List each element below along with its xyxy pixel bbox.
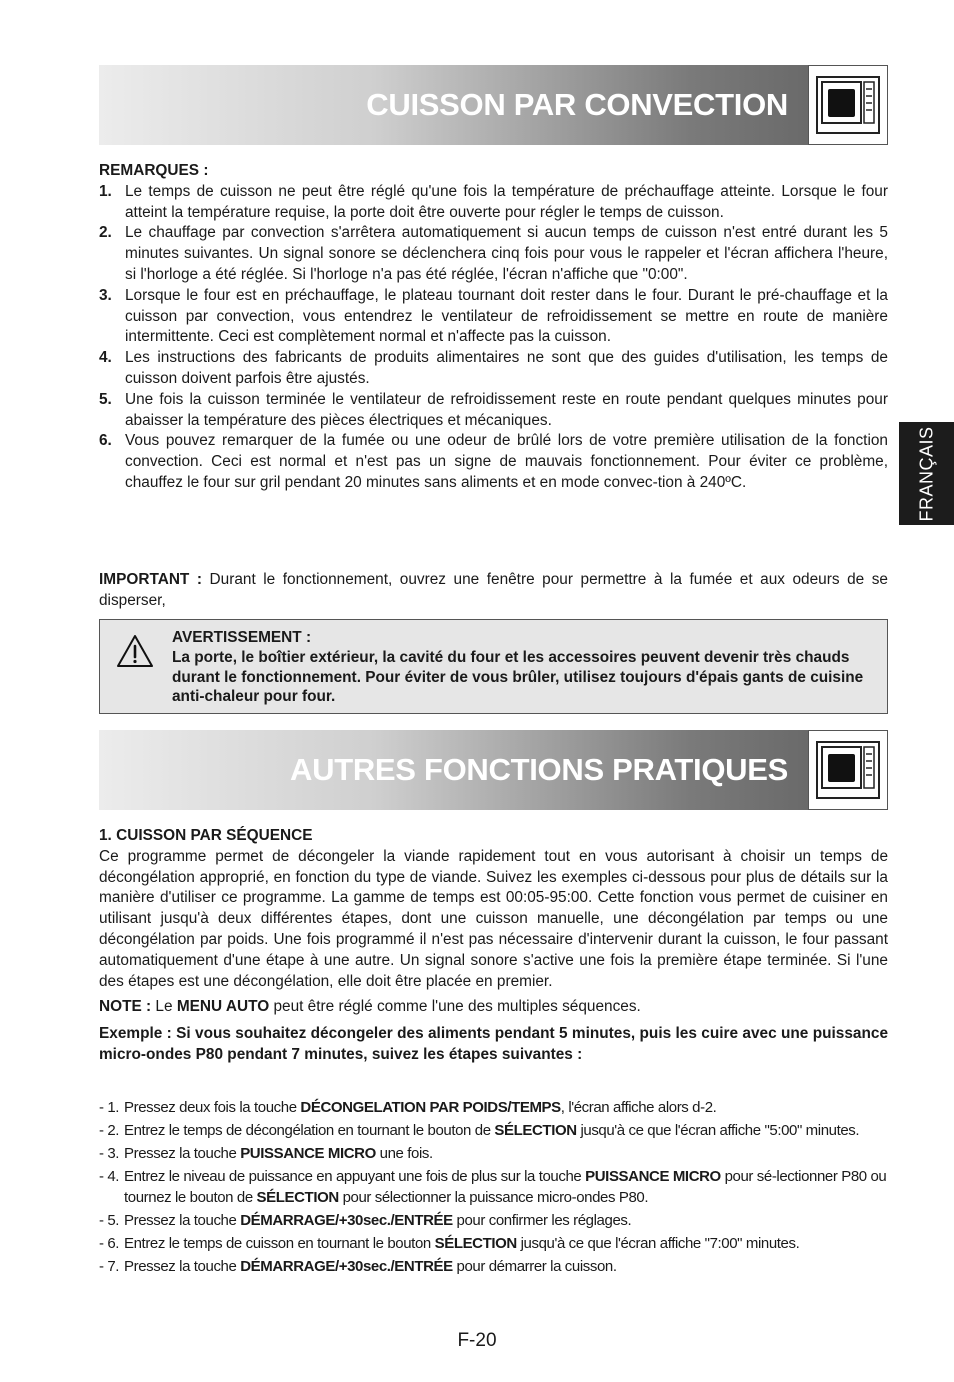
warning-text-block (172, 628, 872, 707)
item-text: Une fois la cuisson terminée le ventilateur de refroidissement reste en route pendant quelques minutes pour abaisser la température des pièces électriques et mécaniques. (125, 390, 888, 429)
list-item (99, 1120, 888, 1141)
step-text: Entrez le niveau de puissance en appuyant une fois de plus sur la touche (124, 1168, 586, 1185)
page-number: F-20 (457, 1330, 497, 1351)
note-text: Le (151, 998, 177, 1016)
step-text: une fois. (375, 1145, 433, 1162)
item-number: 3. (99, 286, 112, 304)
step-text: Pressez deux fois la touche (124, 1099, 301, 1116)
sequence-section (99, 826, 888, 1066)
step-text: Pressez la touche (124, 1258, 241, 1275)
list-item (99, 1097, 888, 1118)
step-text: pour confirmer les réglages. (452, 1212, 632, 1229)
section-title-other: AUTRES FONCTIONS PRATIQUES (290, 752, 788, 787)
note-text: peut être réglé comme l'une des multiples séquences. (269, 998, 641, 1016)
warning-triangle-icon (116, 634, 154, 673)
microwave-icon (808, 730, 888, 810)
item-text: Les instructions des fabricants de produits alimentaires ne sont que des guides d'utilisation, les temps de cuisson doivent parfois être ajustés. (125, 349, 888, 387)
step-text: Pressez la touche (124, 1212, 241, 1229)
example-heading: Exemple : Si vous souhaitez décongeler des aliments pendant 5 minutes, puis les cuire avec une puissance micro-ondes P80 pendant 7 minutes, suivez les étapes suivantes : (99, 1025, 888, 1063)
step-number: - 5. (99, 1212, 120, 1229)
remarks-heading: REMARQUES : (99, 162, 209, 179)
section-banner-other (99, 730, 888, 810)
step-text: pour démarrer la cuisson. (452, 1258, 617, 1275)
note-label: NOTE : (99, 998, 152, 1016)
step-key: PUISSANCE MICRO (240, 1145, 376, 1162)
item-number: 5. (99, 390, 112, 408)
language-tab-label: FRANÇAIS (916, 425, 936, 522)
warning-box (99, 619, 888, 714)
important-label: IMPORTANT : (99, 571, 202, 588)
step-text: , l'écran affiche alors d-2. (560, 1099, 717, 1116)
warning-text: La porte, le boîtier extérieur, la cavité du four et les accessoires peuvent devenir très chauds durant le fonctionnement. Pour éviter de vous brûler, utilisez toujours d'épais gants de cuisine anti-chaleur pour four. (172, 648, 864, 706)
step-key: DÉMARRAGE/+30sec./ENTRÉE (240, 1258, 453, 1275)
list-item (99, 286, 888, 348)
item-number: 6. (99, 432, 112, 450)
step-text: Entrez le temps de décongélation en tournant le bouton de (124, 1122, 495, 1139)
list-item (99, 1256, 888, 1277)
item-number: 2. (99, 224, 112, 242)
sequence-body: Ce programme permet de décongeler la viande rapidement tout en vous autorisant à choisir un temps de décongélation approprié, en fonction du type de viande. Suivez les exemples ci-dessous pour plus de détails sur la manière d'utiliser ce programme. La gamme de temps est 00:05-95:00. Cette fonction vous permet de cuisiner en utilisant jusqu'à deux différentes étapes, dont une cuisson manuelle, une décongélation par temps ou une décongélation par poids. Une fois programmé il n'est pas nécessaire d'intervenir durant la cuisson, le four passant automatiquement d'une étape à une autre. Un signal sonore s'active une fois la première étape terminée. Si l'une des étapes est une décongélation, elle doit être placée en premier. (99, 847, 888, 990)
item-number: 4. (99, 349, 112, 367)
item-text: Le temps de cuisson ne peut être réglé qu'une fois la température de préchauffage atteinte. Lorsque le four atteint la température requise, la porte doit être ouverte pour régler le temps de cuisson. (125, 182, 888, 221)
microwave-icon (808, 65, 888, 145)
step-text: Entrez le temps de cuisson en tournant le bouton (124, 1235, 435, 1252)
important-text: Durant le fonctionnement, ouvrez une fenêtre pour permettre à la fumée et aux odeurs de se disperser, (99, 571, 888, 609)
important-note (99, 570, 888, 612)
step-text: jusqu'à ce que l'écran affiche "7:00" minutes. (516, 1235, 800, 1252)
step-key: SÉLECTION (434, 1235, 517, 1252)
step-number: - 7. (99, 1258, 120, 1275)
list-item (99, 431, 888, 493)
item-text: Le chauffage par convection s'arrêtera automatiquement si aucun temps de cuisson n'est entré durant les 5 minutes suivantes. Un signal sonore se déclenchera cinq fois pour vous le rappeler et l'écran affichera l'heure, si l'horloge a été réglée. Si l'horloge n'a pas été réglée, l'écran n'affiche que "0:00". (125, 224, 888, 283)
sequence-heading: 1. CUISSON PAR SÉQUENCE (99, 827, 313, 844)
list-item (99, 182, 888, 224)
step-key: SÉLECTION (494, 1122, 577, 1139)
step-key: DÉCONGELATION PAR POIDS/TEMPS (300, 1099, 561, 1116)
section-title-convection: CUISSON PAR CONVECTION (366, 87, 788, 122)
step-key: SÉLECTION (256, 1189, 339, 1206)
language-tab (899, 422, 954, 525)
step-key: PUISSANCE MICRO (585, 1168, 721, 1185)
step-text: jusqu'à ce que l'écran affiche "5:00" minutes. (576, 1122, 860, 1139)
list-item (99, 1210, 888, 1231)
item-text: Lorsque le four est en préchauffage, le plateau tournant doit rester dans le four. Durant le pré-chauffage et la cuisson par convection, vous entendrez le ventilateur de refroidissement se mettre en route de manière intermittente. Ceci est complètement normal et n'affecte pas la cuisson. (125, 286, 888, 346)
steps-list (99, 1097, 888, 1279)
step-number: - 4. (99, 1168, 120, 1185)
step-number: - 2. (99, 1122, 120, 1139)
list-item (99, 390, 888, 432)
note-bold: MENU AUTO (176, 998, 270, 1016)
list-item (99, 223, 888, 285)
list-item (99, 1166, 888, 1208)
step-key: DÉMARRAGE/+30sec./ENTRÉE (240, 1212, 453, 1229)
remarks-section (99, 161, 888, 494)
item-number: 1. (99, 182, 112, 200)
list-item (99, 348, 888, 390)
step-number: - 1. (99, 1099, 120, 1116)
step-text: Pressez la touche (124, 1145, 241, 1162)
section-banner-convection (99, 65, 888, 145)
step-text: pour sé-lectionner P80 ou tournez le bouton de (124, 1168, 887, 1206)
list-item (99, 1233, 888, 1254)
remarks-list (99, 182, 888, 494)
warning-heading: AVERTISSEMENT : (172, 629, 312, 646)
list-item (99, 1143, 888, 1164)
step-text: pour sélectionner la puissance micro-ondes P80. (338, 1189, 649, 1206)
step-number: - 6. (99, 1235, 120, 1252)
item-text: Vous pouvez remarquer de la fumée ou une odeur de brûlé lors de votre première utilisation de la fonction convection. Ceci est normal et n'est pas un signe de mauvais fonctionnement. Pour éviter ce problème, chauffez le four sur gril pendant 20 minutes sans aliments et en mode convec-tion à 240ºC. (125, 432, 888, 491)
note-paragraph (99, 997, 888, 1018)
step-number: - 3. (99, 1145, 120, 1162)
